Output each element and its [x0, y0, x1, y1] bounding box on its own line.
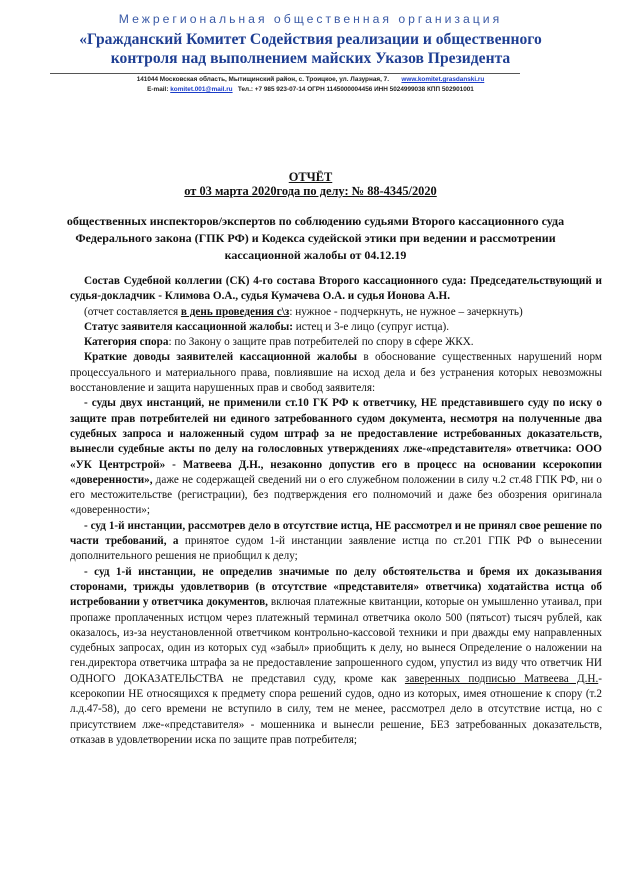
complaint-arguments-text: в обоснование существенных нарушений норм процессуального и материального права, повлиявшие на исход дела и без устранения которых невозможны восстановление и защита нарушенных прав и свобод заявителя:: [70, 351, 602, 395]
subtitle-line2: Федерального закона (ГПК РФ) и Кодекса судейской этики при ведении и рассмотрении: [75, 231, 556, 245]
argument-2-bold: - суд 1-й инстанции, рассмотрев дело в отсутствие истца, НЕ рассмотрел и не принял свое решение по части требований, а: [70, 519, 602, 548]
argument-3-bold: - суд 1-й инстанции, не определив значимые по делу обстоятельства и бремя их доказывания сторонами, трижды удовлетворив (в отсутствие «представителя» ответчика) ходатайства истца об истребовании у ответчика документов,: [70, 565, 602, 609]
contacts-line: [0, 86, 621, 93]
address: 141044 Московская область, Мытищинский район, с. Троицкое, ул. Лазурная, 7.: [136, 76, 389, 83]
email-link[interactable]: komitet.001@mail.ru: [170, 86, 233, 93]
subtitle-line1: общественных инспекторов/экспертов по соблюдению судьями Второго кассационного суда: [66, 214, 565, 228]
argument-3-text1: включая платежные квитанции, которые он умышленно утаивал, при пропаже проплаченных истцом через платежный терминал ответчика около 500 (пятьсот) тысяч рублей, как оказалось, из-за неустановленной ответчиком контрольно-кассовой техники и при дважды ему направленных судебных запросах, один из которых суд «забыл» приобщить к делу, но вынеся Определение о наложении на ген.директора ответчика штрафа за не предоставление запрошенного судом, упустил из виду что ответчик НИ ОДНОГО ДОКАЗАТЕЛЬСТВА не представил суду, кроме как: [70, 596, 602, 685]
report-note: [70, 305, 602, 320]
applicant-status: [70, 320, 602, 335]
website-link[interactable]: www.komitet.grasdanski.ru: [401, 76, 485, 83]
argument-2: [70, 519, 602, 565]
applicant-status-label: Статус заявителя кассационной жалобы:: [84, 320, 293, 333]
organization-name-line1: «Гражданский Комитет Содействия реализации и общественного: [79, 31, 542, 48]
argument-3-underlined: заверенных подписью Матвеева Д.Н.: [404, 672, 599, 685]
report-subtitle: [55, 213, 576, 264]
argument-3-text2: - ксерокопии НЕ относящихся к предмету спора решений судов, одно из которых, имея отношение к спору (т.2 л.д.47-58), до сего времени не вступило в силу, тем не менее, рассмотрел дело в отсутствие истца, но с присутствием лже-«представителя» - мошенника и вынесли решение, БЕЗ затребованных доказательств, отказав в удовлетворении иска по защите прав потребителя;: [70, 672, 602, 746]
report-title: ОТЧЁТ: [288, 170, 333, 184]
complaint-arguments-label: Краткие доводы заявителей кассационной жалобы: [84, 351, 357, 364]
organization-type: Межрегиональная общественная организация: [118, 12, 503, 26]
argument-2-text: принятое судом 1-й инстанции заявление истца по ст.201 ГПК РФ о вынесении дополнительного решения не приобщил к делу;: [70, 535, 602, 563]
report-body: [70, 274, 602, 748]
report-note-day: в день проведения с\з: [180, 305, 290, 318]
organization-name-line2: контроля над выполнением майских Указов Президента: [110, 50, 511, 67]
address-line: [0, 76, 621, 83]
argument-3: [70, 565, 602, 749]
header-divider: [50, 73, 520, 74]
argument-1-bold: - суды двух инстанций, не применили ст.10 ГК РФ к ответчику, НЕ представившего суду по иску о защите прав потребителей ни единого затребованного судом документа, несмотря на полученные два судебных запроса и наложенный судом штраф за не предоставление истребованных доказательств, вынесли судебные акты по делу на голословных утверждениях лже-«представителя» ответчика: ООО «УК Центрстрой» - Матвеева Д.Н., незаконно допустив его в процесс на основании ксерокопии «доверенности»,: [70, 397, 602, 486]
email-label: E-mail:: [147, 86, 169, 93]
subtitle-line3: кассационной жалобы от 04.12.19: [224, 248, 407, 262]
dispute-category: [70, 335, 602, 350]
court-composition: Состав Судебной коллегии (СК) 4-го состава Второго кассационного суда: Председательствующий и судья-докладчик - Климова О.А., судья Кумачева О.А. и судья Ионова А.Н.: [70, 275, 602, 303]
argument-1: [70, 396, 602, 518]
report-note-end: : нужное - подчеркнуть, не нужное – зачеркнуть): [289, 305, 523, 318]
dispute-category-label: Категория спора: [84, 336, 169, 349]
phone-and-ids: Тел.: +7 985 923-07-14 ОГРН 1145000004456 ИНН 5024999038 КПП 502901001: [237, 86, 474, 93]
argument-1-text: даже не содержащей сведений ни о его служебном положении в силу ч.2 ст.48 ГПК РФ, ни о его местожительстве (регистрации), без подтверждения его полномочий и даже без обозрения оригинала «доверенности»;: [70, 473, 602, 517]
applicant-status-text: истец и 3-е лицо (супруг истца).: [292, 320, 449, 333]
organization-name: [20, 30, 601, 68]
report-date-line: от 03 марта 2020года по делу: № 88-4345/2020: [184, 184, 437, 198]
dispute-category-text: : по Закону о защите прав потребителей по спору в сфере ЖКХ.: [168, 336, 474, 349]
complaint-arguments: [70, 350, 602, 396]
report-note-start: (отчет составляется: [84, 305, 181, 318]
